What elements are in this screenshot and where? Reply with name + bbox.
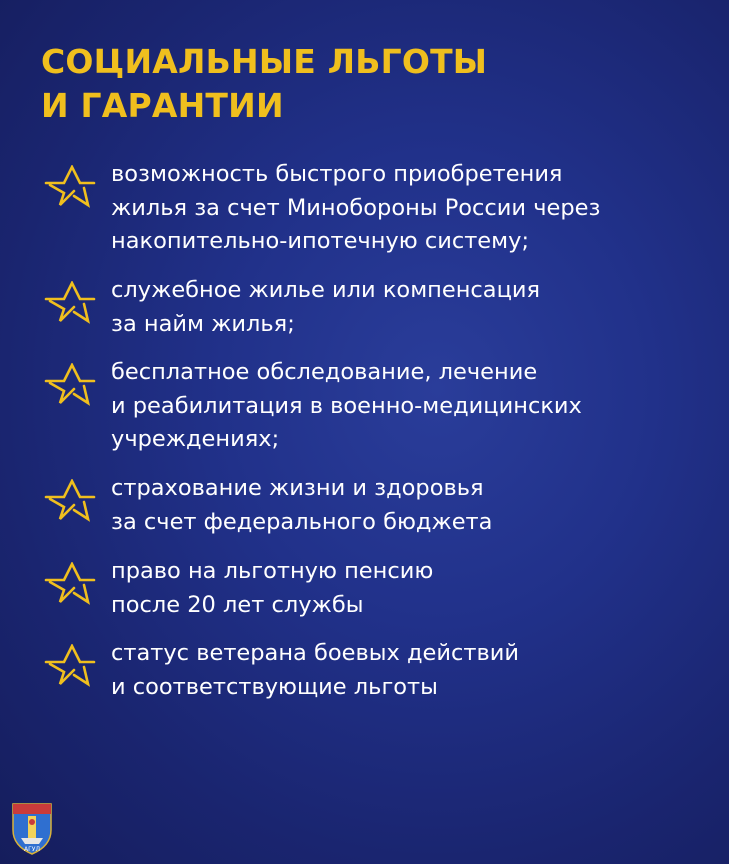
list-item-text: возможность быстрого приобретения жилья за счет Минобороны России через накопительно-ипотечную систему; <box>111 161 601 254</box>
star-outline-icon <box>44 281 98 325</box>
star-outline-icon <box>44 644 98 688</box>
list-item-text: страхование жизни и здоровья за счет федерального бюджета <box>111 475 493 535</box>
star-outline-icon <box>44 165 98 209</box>
coat-of-arms-icon <box>9 800 55 856</box>
list-item-text: статус ветерана боевых действий и соответствующие льготы <box>111 640 519 700</box>
title-line-1: СОЦИАЛЬНЫЕ ЛЬГОТЫ <box>41 42 488 81</box>
list-item-text: бесплатное обследование, лечение и реабилитация в военно-медицинских учреждениях; <box>111 359 582 452</box>
list-item-text: служебное жилье или компенсация за найм жилья; <box>111 277 541 337</box>
svg-text:АГУЛ: АГУЛ <box>24 846 40 853</box>
star-outline-icon <box>44 363 98 407</box>
list-item-text: право на льготную пенсию после 20 лет службы <box>111 558 434 618</box>
star-outline-icon <box>44 479 98 523</box>
star-outline-icon <box>44 562 98 606</box>
page-title <box>41 40 487 128</box>
title-line-2: И ГАРАНТИИ <box>41 86 284 125</box>
